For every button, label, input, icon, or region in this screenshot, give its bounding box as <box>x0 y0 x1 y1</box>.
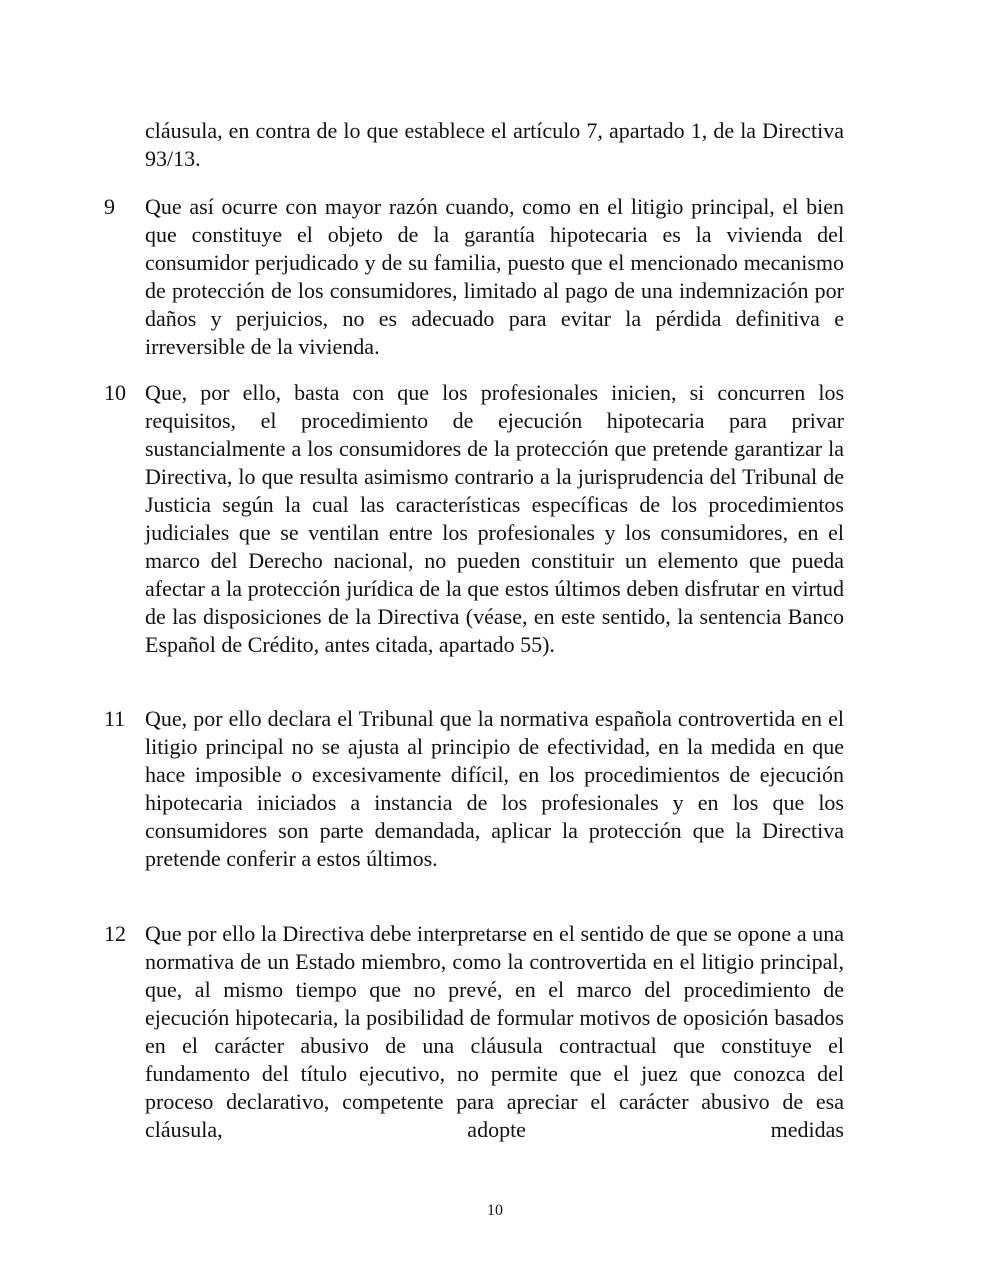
paragraph-11 <box>104 705 844 873</box>
paragraph-number: 9 <box>104 194 115 219</box>
paragraph-number: 11 <box>104 706 126 731</box>
paragraph-10 <box>104 379 844 659</box>
page-number: 10 <box>487 1202 503 1219</box>
paragraph-text: Que, por ello, basta con que los profesionales inicien, si concurren los requisitos, el procedimiento de ejecución hipotecaria para privar sustancialmente a los consumidores de la protección que pretende garantizar la Directiva, lo que resulta asimismo contrario a la jurisprudencia del Tribunal de Justicia según la cual las características específicas de los procedimientos judiciales que se ventilan entre los profesionales y los consumidores, en el marco del Derecho nacional, no pueden constituir un elemento que pueda afectar a la protección jurídica de la que estos últimos deben disfrutar en virtud de las disposiciones de la Directiva (véase, en este sentido, la sentencia Banco Español de Crédito, antes citada, apartado 55). <box>145 380 844 657</box>
paragraph-text: Que por ello la Directiva debe interpretarse en el sentido de que se opone a una normativa de un Estado miembro, como la controvertida en el litigio principal, que, al mismo tiempo que no prevé, en el marco del procedimiento de ejecución hipotecaria, la posibilidad de formular motivos de oposición basados en el carácter abusivo de una cláusula contractual que constituye el fundamento del título ejecutivo, no permite que el juez que conozca del proceso declarativo, competente para apreciar el carácter abusivo de esa cláusula, adopte medidas <box>145 921 844 1142</box>
paragraph-12 <box>104 920 844 1144</box>
paragraph-number: 12 <box>104 921 126 946</box>
paragraph-text: Que, por ello declara el Tribunal que la normativa española controvertida en el litigio principal no se ajusta al principio de efectividad, en la medida en que hace imposible o excesivamente difícil, en los procedimientos de ejecución hipotecaria iniciados a instancia de los profesionales y en los que los consumidores son parte demandada, aplicar la protección que la Directiva pretende conferir a estos últimos. <box>145 706 844 871</box>
paragraph-text: Que así ocurre con mayor razón cuando, como en el litigio principal, el bien que constituye el objeto de la garantía hipotecaria es la vivienda del consumidor perjudicado y de su familia, puesto que el mencionado mecanismo de protección de los consumidores, limitado al pago de una indemnización por daños y perjuicios, no es adecuado para evitar la pérdida definitiva e irreversible de la vivienda. <box>145 194 844 359</box>
paragraph-9 <box>104 193 844 361</box>
paragraph-number: 10 <box>104 380 126 405</box>
paragraph-continuation <box>104 117 844 173</box>
paragraph-text: cláusula, en contra de lo que establece el artículo 7, apartado 1, de la Directiva 93/13. <box>145 118 844 171</box>
